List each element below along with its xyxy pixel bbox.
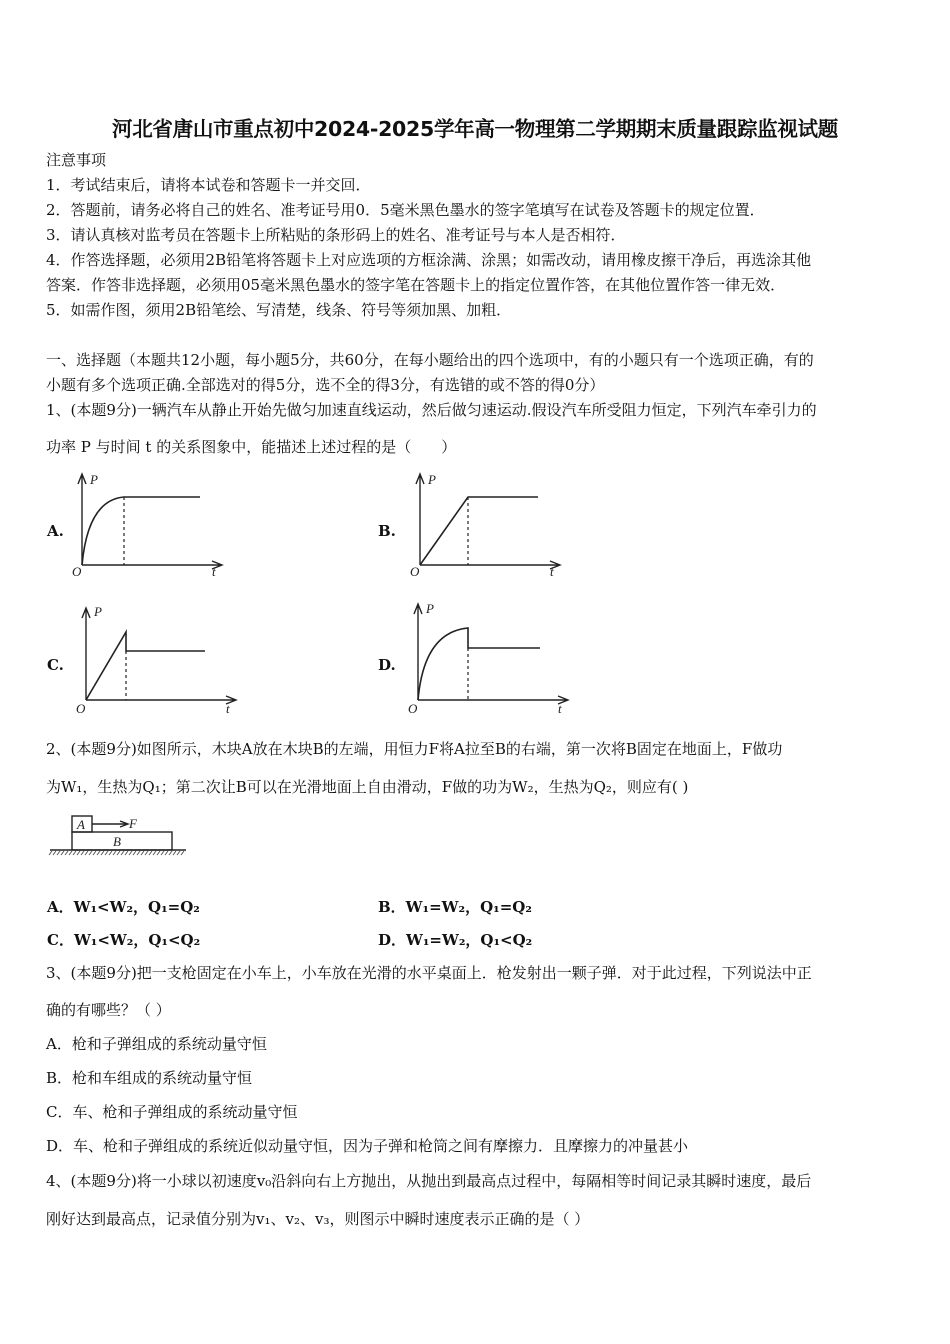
axis-label-t: t	[226, 701, 230, 716]
option-label-d: D.	[378, 656, 396, 674]
section-heading: 一、选择题（本题共12小题，每小题5分，共60分，在每小题给出的四个选项中，有的小题只有一个选项正确，有的	[46, 351, 814, 369]
note-item: 1．考试结束后，请将本试卷和答题卡一并交回．	[46, 176, 371, 194]
block-figure	[49, 816, 186, 855]
axis-label-t: t	[558, 701, 562, 716]
origin-label: O	[410, 564, 420, 579]
question-4-text: 刚好达到最高点，记录值分别为v₁、v₂、v₃，则图示中瞬时速度表示正确的是（ ）	[46, 1210, 590, 1228]
force-f-label: F	[129, 816, 137, 831]
note-item: 2．答题前，请务必将自己的姓名、准考证号用0．5毫米黑色墨水的签字笔填写在试卷及答题卡的规定位置．	[46, 201, 765, 219]
q2-option-b: B．W₁=W₂，Q₁=Q₂	[378, 898, 532, 916]
note-item: 3．请认真核对监考员在答题卡上所粘贴的条形码上的姓名、准考证号与本人是否相符．	[46, 226, 626, 244]
axis-label-p: P	[428, 472, 436, 487]
page-title: 河北省唐山市重点初中2024-2025学年高一物理第二学期期末质量跟踪监视试题	[112, 117, 838, 141]
notes-heading: 注意事项	[46, 151, 107, 169]
block-b-label: B	[113, 834, 121, 849]
origin-label: O	[76, 701, 86, 716]
q2-option-c: C．W₁<W₂，Q₁<Q₂	[47, 931, 201, 949]
q2-option-a: A．W₁<W₂，Q₁=Q₂	[47, 898, 200, 916]
q3-option-d: D．车、枪和子弹组成的系统近似动量守恒，因为子弹和枪筒之间有摩擦力．且摩擦力的冲量甚小	[46, 1137, 689, 1155]
question-2-text: 为W₁，生热为Q₁；第二次让B可以在光滑地面上自由滑动，F做的功为W₂，生热为Q₂，则应有( )	[46, 778, 689, 796]
graph-c-axes	[76, 604, 236, 716]
question-3-text: 3、(本题9分)把一支枪固定在小车上，小车放在光滑的水平桌面上．枪发射出一颗子弹．对于此过程，下列说法中正	[46, 964, 812, 982]
question-3-text: 确的有哪些？（ ）	[46, 1001, 171, 1019]
q3-option-c: C．车、枪和子弹组成的系统动量守恒	[46, 1103, 298, 1121]
note-item: 5．如需作图，须用2B铅笔绘、写清楚，线条、符号等须加黑、加粗．	[46, 301, 512, 319]
origin-label: O	[72, 564, 82, 579]
section-heading: 小题有多个选项正确.全部选对的得5分，选不全的得3分，有选错的或不答的得0分）	[46, 376, 605, 394]
axis-label-p: P	[426, 601, 434, 616]
axis-label-p: P	[90, 472, 98, 487]
q3-option-b: B．枪和车组成的系统动量守恒	[46, 1069, 253, 1087]
q2-option-d: D．W₁=W₂，Q₁<Q₂	[378, 931, 533, 949]
graph-b-axes	[410, 472, 560, 579]
q3-option-a: A．枪和子弹组成的系统动量守恒	[46, 1035, 267, 1053]
axis-label-t: t	[550, 564, 554, 579]
question-4-text: 4、(本题9分)将一小球以初速度v₀沿斜向右上方抛出，从抛出到最高点过程中，每隔相等时间记录其瞬时速度，最后	[46, 1172, 812, 1190]
question-2-text: 2、(本题9分)如图所示，木块A放在木块B的左端，用恒力F将A拉至B的右端，第一次将B固定在地面上，F做功	[46, 740, 783, 758]
note-item: 答案．作答非选择题，必须用05毫米黑色墨水的签字笔在答题卡上的指定位置作答，在其他位置作答一律无效．	[46, 276, 786, 294]
option-label-a: A.	[47, 522, 64, 540]
question-1-text: 功率 P 与时间 t 的关系图象中，能描述上述过程的是（ ）	[46, 438, 457, 456]
axis-label-p: P	[94, 604, 102, 619]
note-item: 4．作答选择题，必须用2B铅笔将答题卡上对应选项的方框涂满、涂黑；如需改动，请用橡皮擦干净后，再选涂其他	[46, 251, 812, 269]
question-1-text: 1、(本题9分)一辆汽车从静止开始先做匀加速直线运动，然后做匀速运动.假设汽车所受阻力恒定，下列汽车牵引力的	[46, 401, 817, 419]
graph-d-axes	[408, 601, 568, 716]
graph-a-axes	[72, 472, 222, 579]
axis-label-t: t	[212, 564, 216, 579]
option-label-b: B.	[378, 522, 396, 540]
origin-label: O	[408, 701, 418, 716]
option-label-c: C.	[47, 656, 64, 674]
block-a-label: A	[77, 817, 85, 832]
